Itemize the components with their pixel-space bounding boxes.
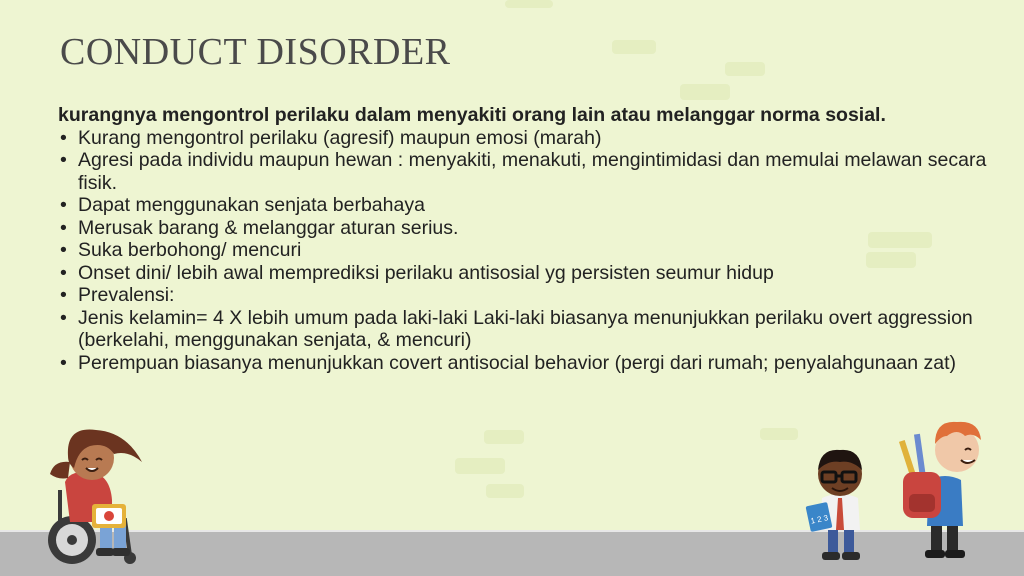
bullet-item: • Dapat menggunakan senjata berbahaya [58, 194, 988, 217]
bullet-item: • Merusak barang & melanggar aturan serius. [58, 217, 988, 240]
girl-wheelchair-illustration [30, 420, 160, 570]
background-dash [760, 428, 798, 440]
background-dash [455, 458, 505, 474]
lead-text: kurangnya mengontrol perilaku dalam menyakiti orang lain atau melanggar norma sosial. [58, 104, 886, 126]
slide-body [58, 104, 988, 374]
bullet-item: • Onset dini/ lebih awal memprediksi perilaku antisosial yg persisten seumur hidup [58, 262, 988, 285]
slide-title: CONDUCT DISORDER [60, 31, 451, 73]
bullet-item: • Agresi pada individu maupun hewan : menyakiti, menakuti, mengintimidasi dan memulai melawan secara fisik. [58, 149, 988, 194]
bullet-item: • Perempuan biasanya menunjukkan covert antisocial behavior (pergi dari rumah; penyalahgunaan zat) [58, 352, 988, 375]
background-dash [486, 484, 524, 498]
background-dash [725, 62, 765, 76]
bullet-item: • Jenis kelamin= 4 X lebih umum pada laki-laki Laki-laki biasanya menunjukkan perilaku overt aggression (berkelahi, menggunakan senjata, & mencuri) [58, 307, 988, 352]
background-dash [505, 0, 553, 8]
boy-backpack-illustration [895, 410, 995, 565]
background-dash [680, 84, 730, 100]
bullet-item: • Suka berbohong/ mencuri [58, 239, 988, 262]
background-dash [484, 430, 524, 444]
background-dash [612, 40, 656, 54]
book-label: 1 2 3 [809, 513, 830, 526]
bullet-list [58, 127, 988, 375]
boy-book-illustration [800, 440, 880, 565]
bullet-item: • Prevalensi: [58, 284, 988, 307]
bullet-item: • Kurang mengontrol perilaku (agresif) maupun emosi (marah) [58, 127, 988, 150]
